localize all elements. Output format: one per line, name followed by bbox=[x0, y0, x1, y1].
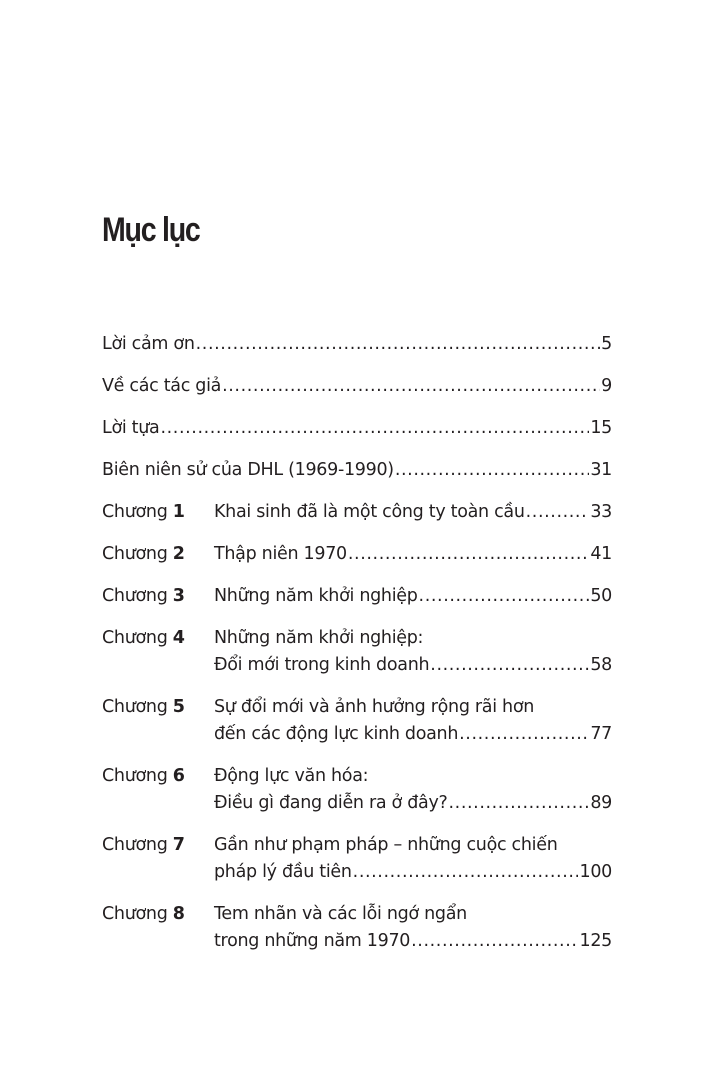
dot-leader bbox=[348, 541, 589, 568]
chapter-body bbox=[214, 625, 612, 679]
chapter-body bbox=[214, 583, 612, 610]
chapter-title-line-2: đến các động lực kinh doanh bbox=[214, 724, 459, 744]
chapter-label bbox=[102, 694, 214, 721]
chapter-title-line-1: Tem nhãn và các lỗi ngớ ngẩn bbox=[214, 904, 467, 924]
chapter-page: 100 bbox=[579, 862, 612, 882]
chapter-title-line-2: Đổi mới trong kinh doanh bbox=[214, 655, 430, 675]
toc-chapter-8[interactable] bbox=[102, 901, 612, 955]
chapter-number: 8 bbox=[172, 904, 185, 924]
dot-leader bbox=[411, 928, 578, 955]
chapter-label bbox=[102, 625, 214, 652]
chapter-word: Chương bbox=[102, 628, 168, 648]
chapter-label bbox=[102, 763, 214, 790]
chapter-title: Khai sinh đã là một công ty toàn cầu bbox=[214, 502, 525, 522]
dot-leader bbox=[160, 415, 589, 442]
toc-entry-page: 9 bbox=[601, 376, 612, 396]
toc-entry-about-authors[interactable] bbox=[102, 373, 612, 400]
toc-chapter-2[interactable] bbox=[102, 541, 612, 568]
chapter-page: 77 bbox=[590, 724, 612, 744]
chapter-title-line-1: Những năm khởi nghiệp: bbox=[214, 628, 424, 648]
toc-entry-title: Về các tác giả bbox=[102, 376, 222, 396]
dot-leader bbox=[196, 331, 601, 358]
chapter-body bbox=[214, 541, 612, 568]
chapter-title: Thập niên 1970 bbox=[214, 544, 347, 564]
toc-entry-chronicle[interactable] bbox=[102, 457, 612, 484]
dot-leader bbox=[526, 499, 590, 526]
chapter-word: Chương bbox=[102, 766, 168, 786]
chapter-label bbox=[102, 901, 214, 928]
chapter-label bbox=[102, 541, 214, 568]
chapter-page: 50 bbox=[590, 586, 612, 606]
chapter-number: 7 bbox=[172, 835, 185, 855]
table-of-contents bbox=[102, 331, 612, 970]
dot-leader bbox=[222, 373, 600, 400]
toc-chapter-5[interactable] bbox=[102, 694, 612, 748]
chapter-word: Chương bbox=[102, 835, 168, 855]
toc-entry-page: 15 bbox=[590, 418, 612, 438]
toc-entry-page: 31 bbox=[590, 460, 612, 480]
chapter-page: 33 bbox=[590, 502, 612, 522]
chapter-title-line-2: trong những năm 1970 bbox=[214, 931, 411, 951]
chapter-body bbox=[214, 499, 612, 526]
chapter-label bbox=[102, 832, 214, 859]
chapter-word: Chương bbox=[102, 544, 168, 564]
chapter-label bbox=[102, 583, 214, 610]
chapter-label bbox=[102, 499, 214, 526]
toc-entry-page: 5 bbox=[601, 334, 612, 354]
toc-entry-foreword[interactable] bbox=[102, 415, 612, 442]
chapter-title-line-2: Điều gì đang diễn ra ở đây? bbox=[214, 793, 448, 813]
dot-leader bbox=[430, 652, 589, 679]
chapter-title-line-2: pháp lý đầu tiên bbox=[214, 862, 352, 882]
dot-leader bbox=[395, 457, 590, 484]
toc-entry-title: Lời cảm ơn bbox=[102, 334, 195, 354]
chapter-title: Những năm khởi nghiệp bbox=[214, 586, 418, 606]
chapter-page: 89 bbox=[590, 793, 612, 813]
chapter-number: 5 bbox=[172, 697, 185, 717]
chapter-page: 41 bbox=[590, 544, 612, 564]
chapter-title-line-1: Sự đổi mới và ảnh hưởng rộng rãi hơn bbox=[214, 697, 535, 717]
dot-leader bbox=[459, 721, 589, 748]
toc-chapter-4[interactable] bbox=[102, 625, 612, 679]
chapter-title-line-1: Động lực văn hóa: bbox=[214, 766, 369, 786]
chapter-number: 6 bbox=[172, 766, 185, 786]
toc-chapter-7[interactable] bbox=[102, 832, 612, 886]
chapter-number: 3 bbox=[172, 586, 185, 606]
toc-entry-title: Lời tựa bbox=[102, 418, 160, 438]
chapter-word: Chương bbox=[102, 904, 168, 924]
chapter-number: 1 bbox=[172, 502, 185, 522]
dot-leader bbox=[353, 859, 579, 886]
chapter-word: Chương bbox=[102, 586, 168, 606]
chapter-title-line-1: Gần như phạm pháp – những cuộc chiến bbox=[214, 835, 558, 855]
chapter-number: 2 bbox=[172, 544, 185, 564]
dot-leader bbox=[419, 583, 590, 610]
chapter-page: 58 bbox=[590, 655, 612, 675]
toc-entry-title: Biên niên sử của DHL (1969-1990) bbox=[102, 460, 394, 480]
chapter-body bbox=[214, 901, 612, 955]
toc-chapter-3[interactable] bbox=[102, 583, 612, 610]
chapter-body bbox=[214, 763, 612, 817]
chapter-body bbox=[214, 694, 612, 748]
chapter-word: Chương bbox=[102, 697, 168, 717]
page-title: Mục lục bbox=[102, 211, 200, 249]
dot-leader bbox=[449, 790, 590, 817]
toc-chapter-1[interactable] bbox=[102, 499, 612, 526]
toc-chapter-6[interactable] bbox=[102, 763, 612, 817]
toc-entry-acknowledgements[interactable] bbox=[102, 331, 612, 358]
chapter-page: 125 bbox=[579, 931, 612, 951]
chapter-word: Chương bbox=[102, 502, 168, 522]
chapter-number: 4 bbox=[172, 628, 185, 648]
chapter-body bbox=[214, 832, 612, 886]
